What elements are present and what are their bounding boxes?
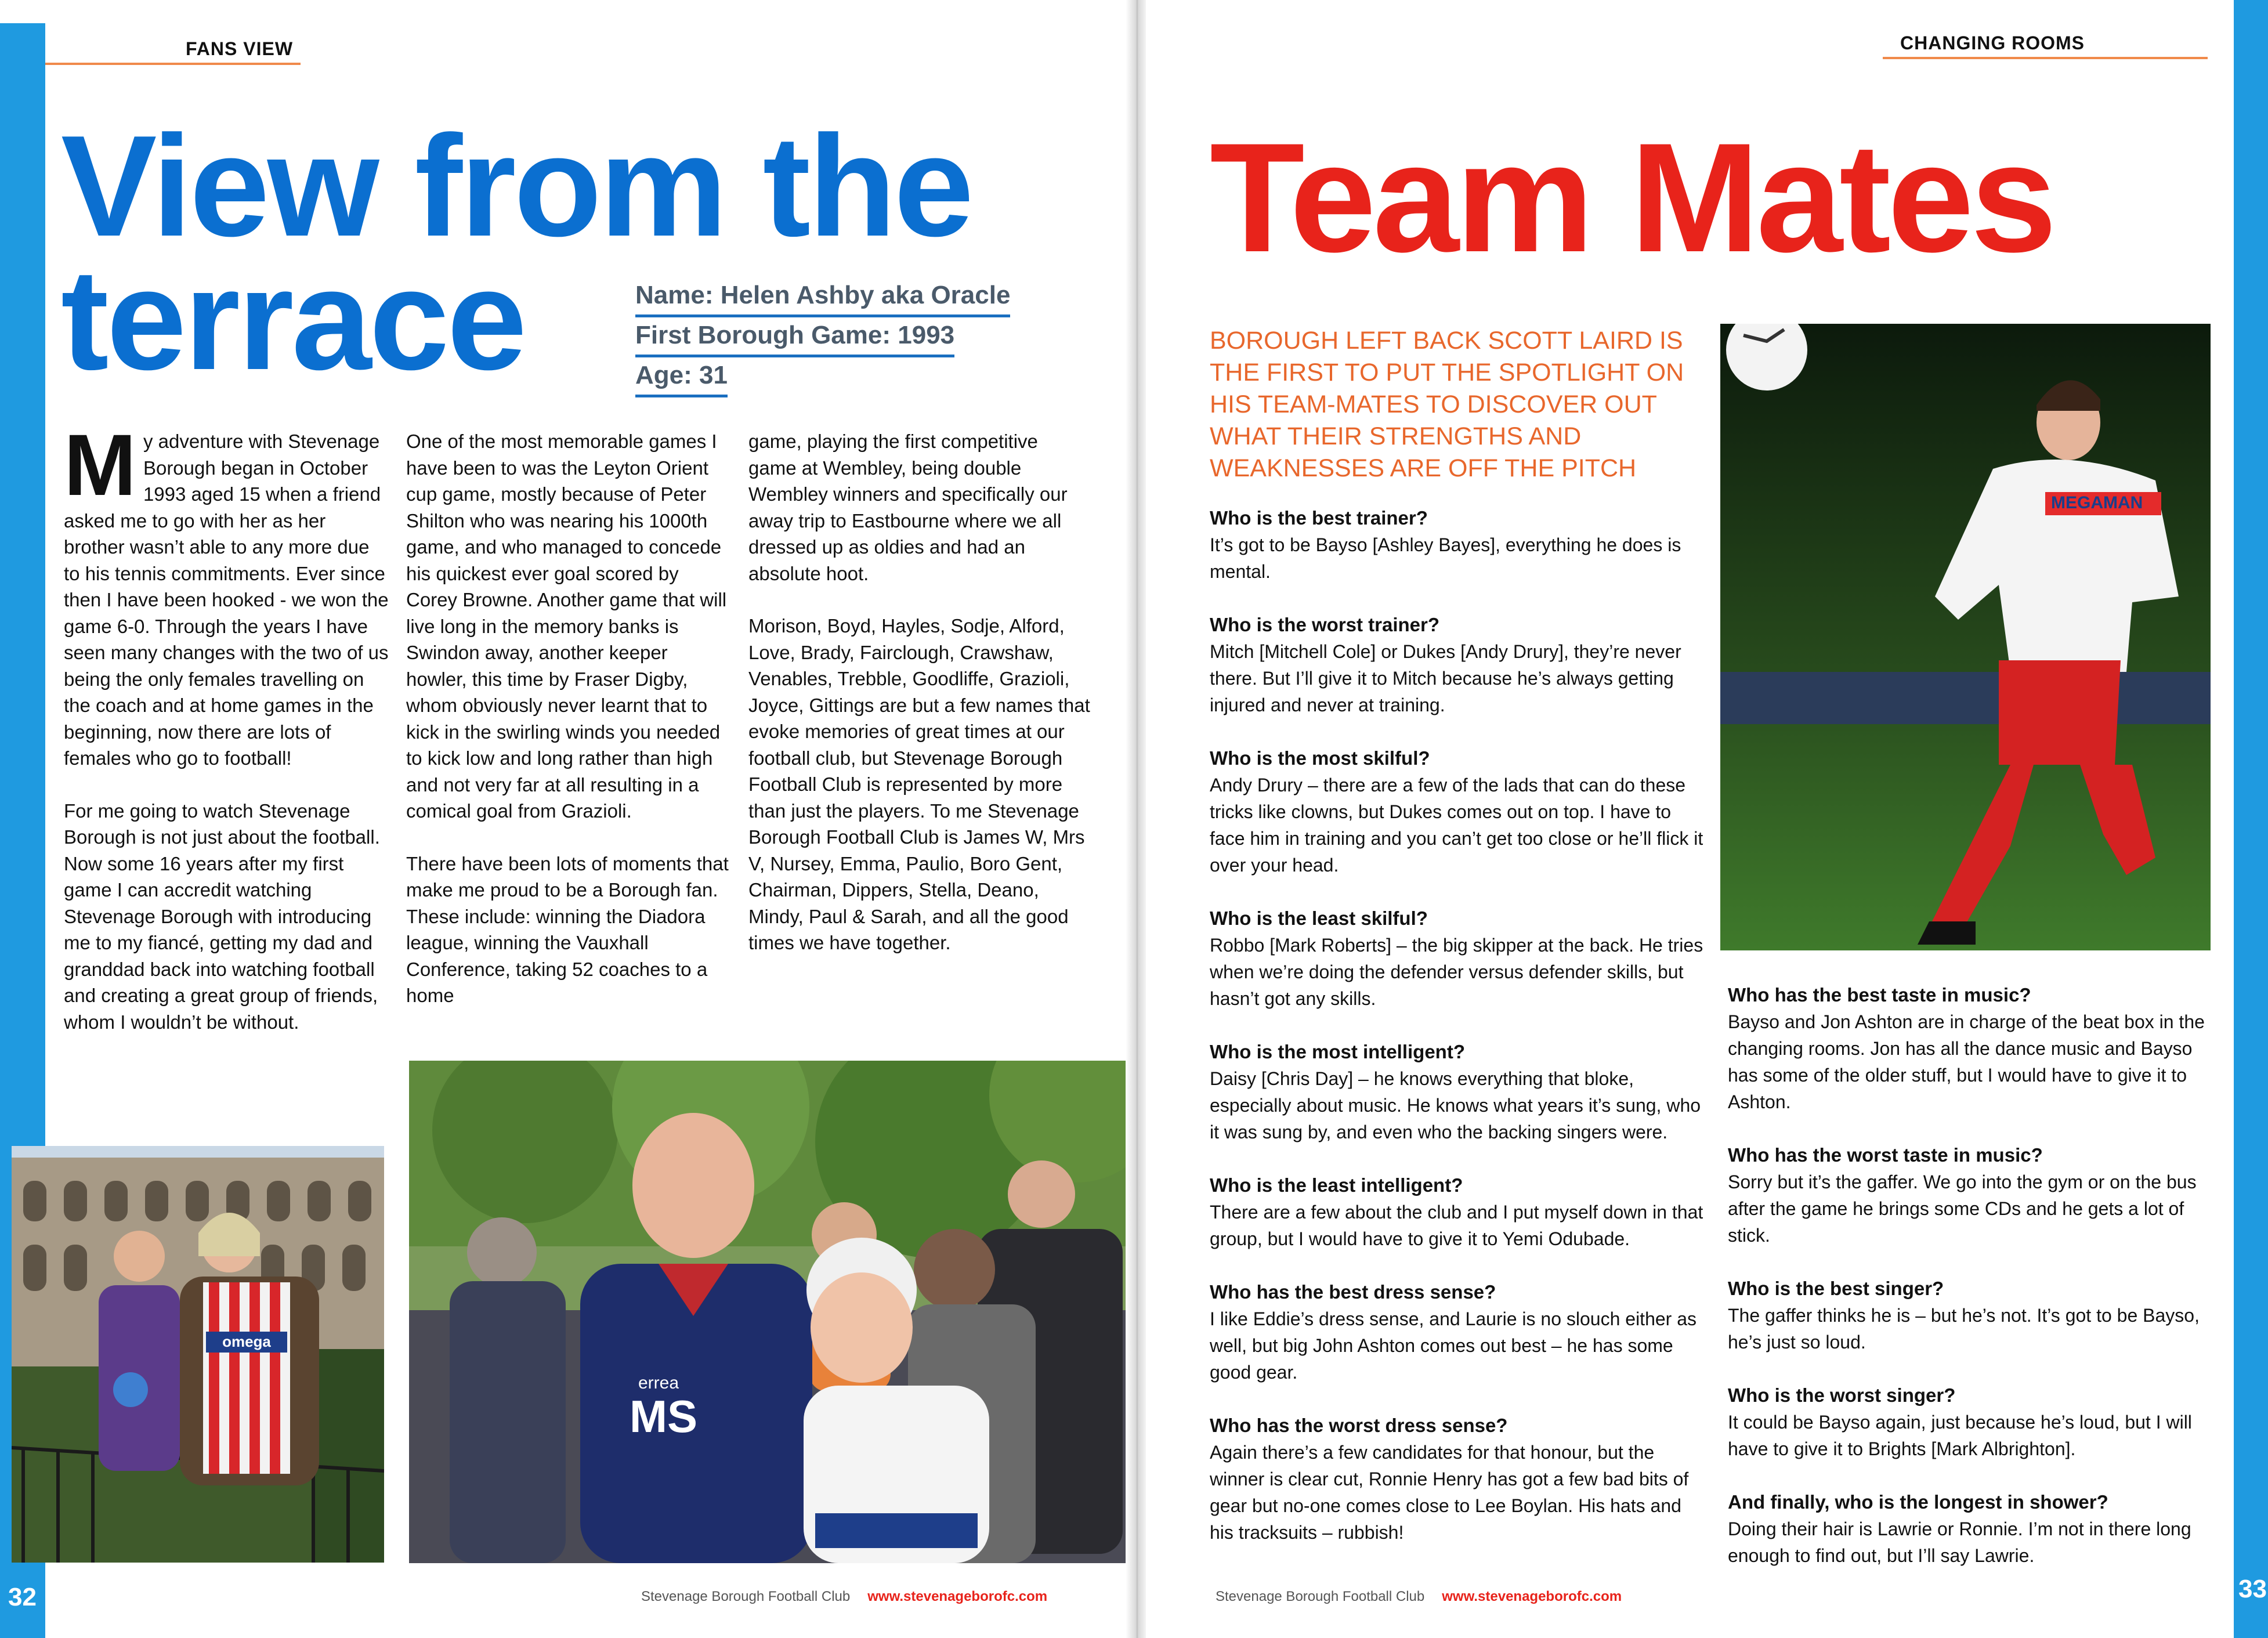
answer: Andy Drury – there are a few of the lads that can do these tricks like clowns, but Dukes comes out on top. I have to face him in training and you can’t get too close or he’ll flick it over your head. <box>1210 775 1703 876</box>
answer: The gaffer thinks he is – but he’s not. It’s got to be Bayso, he’s just so loud. <box>1728 1305 2200 1353</box>
question: Who is the least intelligent? <box>1210 1174 1463 1196</box>
intro-text: BOROUGH LEFT BACK SCOTT LAIRD IS THE FIRST TO PUT THE SPOTLIGHT ON HIS TEAM-MATES TO DISCOVER OUT WHAT THEIR STRENGTHS AND WEAKNESSES ARE OFF THE PITCH <box>1210 327 1684 482</box>
question: Who is the most skilful? <box>1210 747 1430 769</box>
col2-paragraph-2: There have been lots of moments that make me proud to be a Borough fan. These include: winning the Diadora league, winning the Vauxhall Conference, taking 52 coaches to a home <box>406 852 729 1006</box>
question: Who is the worst trainer? <box>1210 614 1440 635</box>
article-column-3 <box>748 428 1091 982</box>
photo-fans-with-manager <box>409 1061 1134 1563</box>
right-page <box>1146 0 2268 1638</box>
question: Who is the best singer? <box>1728 1278 1944 1299</box>
col3-paragraph-1: game, playing the first competitive game at Wembley, being double Wembley winners and specifically our away trip to Eastbourne where we all dressed up as oldies and had an absolute hoot. <box>748 431 1068 584</box>
answer: There are a few about the club and I put myself down in that group, but I would have to give it to Yemi Odubade. <box>1210 1202 1703 1249</box>
qa-column-right <box>1728 982 2227 1596</box>
right-footer-url: www.stevenageborofc.com <box>1442 1589 1622 1604</box>
col2-paragraph-1: One of the most memorable games I have been to was the Leyton Orient cup game, mostly because of Peter Shilton who was nearing his 1000th game, and who managed to concede his quickest ever goal scored by Corey Browne. Another game that will live long in the memory banks is Swindon away, another keeper howler, this time by Fraser Digby, whom obviously never learnt that to kick in the swirling winds you needed to kick low and long rather than high and not very far at all resulting in a comical goal from Grazioli. <box>406 431 727 822</box>
question: Who is the least skilful? <box>1210 907 1428 929</box>
answer: Bayso and Jon Ashton are in charge of the beat box in the changing rooms. Jon has all the dance music and Bayso has some of the older stuff, but I would have to give it to Ashton. <box>1728 1011 2205 1112</box>
fan-info-block <box>635 277 1076 397</box>
photo3-shirt-text: MEGAMAN <box>2051 493 2143 512</box>
page-title-right: Team Mates <box>1210 110 2054 284</box>
article-column-1 <box>64 416 389 1061</box>
fan-age: Age: 31 <box>635 357 728 397</box>
photo2-brand-text: errea <box>638 1373 679 1393</box>
photo1-shirt-text: omega <box>222 1333 271 1350</box>
spine-gutter <box>1126 0 1149 1638</box>
qa-column-left <box>1210 505 1709 1572</box>
photo-colosseum-fans <box>12 1146 384 1563</box>
section-rule-right <box>1883 57 2208 59</box>
photo2-shirt-text: MS <box>630 1391 697 1442</box>
page-title-line1: View from the <box>61 105 972 266</box>
question: Who has the worst dress sense? <box>1210 1415 1508 1436</box>
photo-player-action <box>1720 324 2211 950</box>
section-rule <box>45 63 301 65</box>
question: Who is the worst singer? <box>1728 1384 1956 1406</box>
answer: It’s got to be Bayso [Ashley Bayes], everything he does is mental. <box>1210 534 1681 582</box>
answer: Daisy [Chris Day] – he knows everything that bloke, especially about music. He knows what years it’s sung, who it was sung by, and even who the backing singers were. <box>1210 1068 1701 1142</box>
right-blue-sidebar <box>2234 0 2268 1638</box>
answer: Mitch [Mitchell Cole] or Dukes [Andy Drury], they’re never there. But I’ll give it to Mitch because he’s always getting injured and never at training. <box>1210 641 1681 715</box>
right-footer-club: Stevenage Borough Football Club <box>1216 1589 1425 1604</box>
page-title-line2: terrace <box>61 238 525 400</box>
left-page-number: 32 <box>8 1583 37 1611</box>
left-footer <box>641 1589 1047 1605</box>
answer: Sorry but it’s the gaffer. We go into the gym or on the bus after the game he brings some CDs and he gets a lot of stick. <box>1728 1171 2197 1246</box>
article-column-2 <box>406 428 731 1035</box>
right-footer <box>1216 1589 1622 1605</box>
section-label-right: CHANGING ROOMS <box>1900 32 2085 53</box>
question: Who is the best trainer? <box>1210 507 1428 529</box>
question: Who has the best dress sense? <box>1210 1281 1496 1303</box>
question: Who has the worst taste in music? <box>1728 1144 2043 1166</box>
section-label: FANS VIEW <box>186 38 294 59</box>
right-page-number: 33 <box>2238 1575 2267 1603</box>
col1-paragraph-2: For me going to watch Stevenage Borough is not just about the football. Now some 16 years after my first game I can accredit watching Stevenage Borough with introducing me to my fiancé, getting my dad and granddad back into watching football and creating a great group of friends, whom I wouldn’t be without. <box>64 800 380 1033</box>
answer: Doing their hair is Lawrie or Ronnie. I’m not in there long enough to find out, but I’ll say Lawrie. <box>1728 1518 2191 1566</box>
col1-paragraph-1: y adventure with Stevenage Borough began in October 1993 aged 15 when a friend asked me to go with her as her brother wasn’t able to any more due to his tennis commitments. Ever since then I have been hooked - we won the game 6-0. Through the years I have seen many changes with the two of us being the only females travelling on the coach and at home games in the beginning, now there are lots of females who go to football! <box>64 431 389 769</box>
fan-first-game: First Borough Game: 1993 <box>635 317 954 357</box>
fan-name: Name: Helen Ashby aka Oracle <box>635 277 1010 317</box>
dropcap: M <box>64 416 136 514</box>
answer: I like Eddie’s dress sense, and Laurie is no slouch either as well, but big John Ashton comes out best – he has some good gear. <box>1210 1308 1697 1383</box>
question: Who is the most intelligent? <box>1210 1041 1465 1062</box>
col3-paragraph-2: Morison, Boyd, Hayles, Sodje, Alford, Love, Brady, Fairclough, Crawshaw, Venables, Trebble, Goodliffe, Grazioli, Joyce, Gittings are but a few names that evoke memories of great times at our football club, but Stevenage Borough Football Club is represented by more than just the players. To me Stevenage Borough Football Club is James W, Mrs V, Nursey, Emma, Paulio, Boro Gent, Chairman, Dippers, Stella, Deano, Mindy, Paul & Sarah, and all the good times we have together. <box>748 615 1090 953</box>
left-footer-url: www.stevenageborofc.com <box>867 1589 1048 1604</box>
question: And finally, who is the longest in shower? <box>1728 1491 2108 1513</box>
question: Who has the best taste in music? <box>1728 984 2031 1006</box>
answer: It could be Bayso again, just because he’s loud, but I will have to give it to Brights [Mark Albrighton]. <box>1728 1412 2192 1459</box>
answer: Again there’s a few candidates for that honour, but the winner is clear cut, Ronnie Henry has got a few bad bits of gear but no-one comes close to Lee Boylan. His hats and his tracksuits – rubbish! <box>1210 1442 1689 1543</box>
left-footer-club: Stevenage Borough Football Club <box>641 1589 851 1604</box>
answer: Robbo [Mark Roberts] – the big skipper at the back. He tries when we’re doing the defender versus defender skills, but hasn’t got any skills. <box>1210 935 1703 1009</box>
